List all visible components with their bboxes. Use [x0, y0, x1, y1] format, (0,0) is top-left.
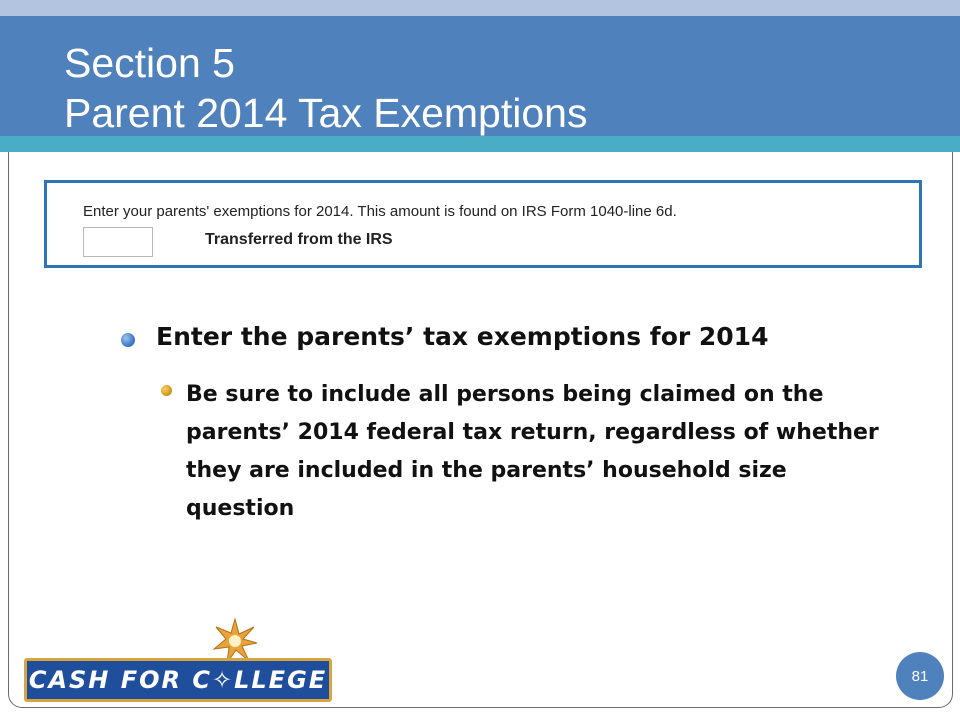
title-line-1: Section 5	[64, 40, 235, 86]
slide-title	[64, 38, 587, 138]
title-band	[0, 16, 960, 136]
logo-text: CASH FOR C✧LLEGE	[28, 666, 328, 694]
main-bullet: Enter the parents’ tax exemptions for 2014	[156, 322, 769, 351]
title-accent-line	[0, 136, 960, 152]
sub-bullet-dot-icon	[161, 385, 172, 396]
top-stripe	[0, 0, 960, 16]
sub-bullet: Be sure to include all persons being claimed on the parents’ 2014 federal tax return, regardless of whether they are included in the parents’ household size question	[186, 382, 879, 521]
exemptions-input[interactable]	[83, 227, 153, 257]
transferred-note: Transferred from the IRS	[205, 231, 393, 248]
irs-prompt-text: Enter your parents' exemptions for 2014. This amount is found on IRS Form 1040-line 6d.	[83, 203, 677, 220]
page-number-badge	[896, 652, 944, 700]
page-number: 81	[911, 667, 929, 685]
bullet-dot-icon	[121, 333, 135, 347]
title-line-2: Parent 2014 Tax Exemptions	[64, 90, 588, 136]
irs-form-screenshot	[44, 180, 922, 268]
cash-for-college-logo	[24, 658, 332, 702]
